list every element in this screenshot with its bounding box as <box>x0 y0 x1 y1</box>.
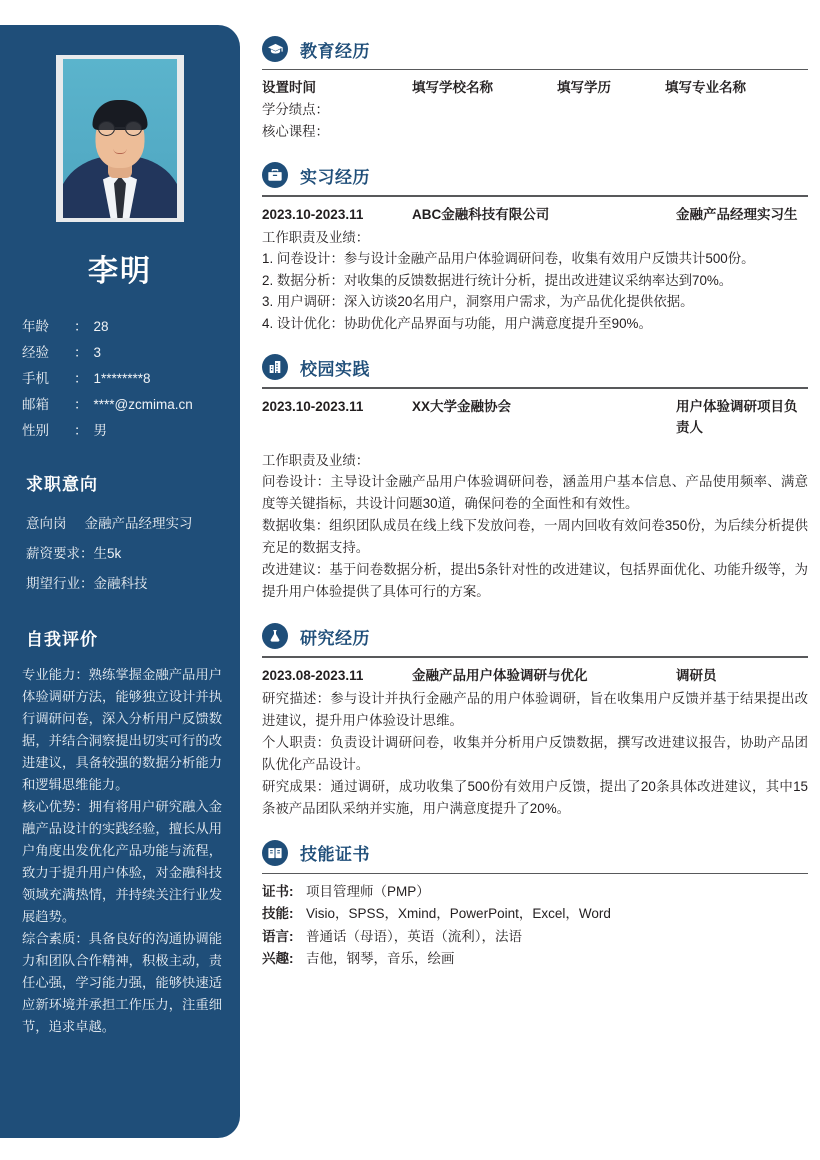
research-paragraph: 研究描述：参与设计并执行金融产品的用户体验调研，旨在收集用户反馈并基于结果提出改进建议，提升用户体验设计思维。 <box>262 690 808 728</box>
research-paragraph: 研究成果：通过调研，成功收集了500份有效用户反馈，提出了20条具体改进建议，其中15条被产品团队采纳并实施，用户满意度提升了20%。 <box>262 778 808 816</box>
info-row-experience <box>22 340 224 366</box>
section-campus-practice <box>262 354 808 617</box>
self-evaluation-paragraph: 核心优势：拥有将用户研究融入金融产品设计的实践经验，擅长从用户角度出发优化产品功能与流程，致力于提升用户体验，对金融科技领域充满热情，并持续关注行业发展趋势。 <box>22 799 222 924</box>
campus-role: 用户体验调研项目负责人 <box>676 398 798 435</box>
section-research <box>262 623 808 833</box>
sidebar <box>0 25 240 1138</box>
photo-glasses-shape <box>98 121 142 136</box>
info-value-phone: 1********8 <box>93 371 151 386</box>
info-row-email <box>22 392 224 418</box>
skills-value-languages: 普通话（母语），英语（流利），法语 <box>306 928 522 944</box>
briefcase-icon <box>262 162 288 188</box>
education-col-school: 填写学校名称 <box>412 80 493 96</box>
research-paragraph: 个人职责：负责设计调研问卷，收集并分析用户反馈数据，撰写改进建议报告，协助产品团队优化产品设计。 <box>262 734 808 772</box>
internship-item: 4. 设计优化：协助优化产品界面与功能，用户满意度提升至90%。 <box>262 315 652 331</box>
person-name: 李明 <box>88 255 152 288</box>
education-col-date: 设置时间 <box>262 80 316 96</box>
job-intent-industry-row <box>16 569 224 599</box>
internship-item: 3. 用户调研：深入访谈20名用户，洞察用户需求，为产品优化提供依据。 <box>262 294 694 310</box>
section-divider <box>262 195 808 196</box>
info-label-gender: 性别 <box>22 423 49 438</box>
info-colon: ： <box>74 423 88 438</box>
personal-info-list <box>16 314 224 444</box>
education-column-headers <box>262 77 808 99</box>
skills-value-skills: Visio，SPSS，Xmind，PowerPoint，Excel，Word <box>306 906 611 922</box>
info-label-experience: 经验 <box>22 345 49 360</box>
education-gpa-line: 学分绩点： <box>262 102 329 118</box>
info-label-email: 邮箱 <box>22 397 49 412</box>
profile-photo <box>63 59 177 218</box>
self-evaluation-paragraph: 专业能力：熟练掌握金融产品用户体验调研方法，能够独立设计并执行调研问卷，深入分析用户反馈数据，并结合洞察提出切实可行的改进建议，具备较强的数据分析能力和逻辑思维能力。 <box>22 667 222 792</box>
campus-paragraph: 数据收集：组织团队成员在线上线下发放问卷，一周内回收有效问卷350份，为后续分析提供充足的数据支持。 <box>262 518 808 556</box>
profile-photo-frame <box>56 55 184 222</box>
graduation-cap-icon <box>262 36 288 62</box>
main-content <box>262 0 808 977</box>
section-campus-practice-header <box>262 354 808 380</box>
education-col-major: 填写专业名称 <box>665 80 746 96</box>
skills-key-skills: 技能: <box>262 906 294 922</box>
job-intent-position-value: 金融产品经理实习 <box>84 516 193 531</box>
info-label-age: 年龄 <box>22 319 49 334</box>
section-education-header <box>262 36 808 62</box>
job-intent-salary-value: 生5k <box>93 546 122 561</box>
self-evaluation-body <box>16 664 224 1038</box>
open-book-icon <box>262 840 288 866</box>
internship-company: ABC金融科技有限公司 <box>412 206 550 222</box>
section-internship-title: 实习经历 <box>300 167 370 187</box>
skills-row-interests <box>262 948 808 971</box>
section-education-title: 教育经历 <box>300 41 370 61</box>
internship-role: 金融产品经理实习生 <box>676 206 798 222</box>
campus-paragraph: 改进建议：基于问卷数据分析，提出5条针对性的改进建议，包括界面优化、功能升级等，为提升用户体验提供了具体可行的方案。 <box>262 562 808 600</box>
section-internship-header <box>262 162 808 188</box>
job-intent-position-label: 意向岗 <box>26 516 67 531</box>
section-campus-practice-title: 校园实践 <box>300 359 370 379</box>
section-divider <box>262 387 808 388</box>
skills-key-interests: 兴趣: <box>262 951 294 967</box>
job-intent-heading: 求职意向 <box>26 475 98 494</box>
section-skills-header <box>262 840 808 866</box>
section-internship <box>262 162 808 348</box>
info-colon: ： <box>74 371 88 386</box>
internship-item: 2. 数据分析：对收集的反馈数据进行统计分析，提出改进建议采纳率达到70%。 <box>262 272 733 288</box>
section-skills-title: 技能证书 <box>300 845 370 865</box>
education-courses-line: 核心课程： <box>262 123 329 139</box>
job-intent-industry-value: 金融科技 <box>93 576 148 591</box>
section-skills-certificates <box>262 840 808 971</box>
education-col-degree: 填写学历 <box>557 80 611 96</box>
job-intent-salary-label: 薪资要求： <box>26 546 94 561</box>
job-intent-position-row <box>16 509 224 539</box>
info-colon: ： <box>74 319 88 334</box>
section-education <box>262 36 808 156</box>
skills-key-certificate: 证书: <box>262 883 294 899</box>
flask-icon <box>262 623 288 649</box>
internship-subtitle: 工作职责及业绩： <box>262 229 370 245</box>
skills-row-skills <box>262 903 808 926</box>
section-research-header <box>262 623 808 649</box>
info-value-gender: 男 <box>93 423 107 438</box>
school-building-icon <box>262 354 288 380</box>
internship-date: 2023.10-2023.11 <box>262 206 364 222</box>
campus-subtitle: 工作职责及业绩： <box>262 452 370 468</box>
campus-date: 2023.10-2023.11 <box>262 398 364 414</box>
section-divider <box>262 69 808 70</box>
info-row-phone <box>22 366 224 392</box>
info-value-email: ****@zcmima.cn <box>93 397 193 412</box>
campus-entry-header <box>262 396 808 438</box>
info-value-experience: 3 <box>93 345 102 360</box>
skills-row-certificate <box>262 881 808 904</box>
self-evaluation-heading: 自我评价 <box>26 630 98 649</box>
info-row-gender <box>22 418 224 444</box>
section-divider <box>262 656 808 657</box>
info-row-age <box>22 314 224 340</box>
section-divider <box>262 873 808 874</box>
research-entry-header <box>262 665 808 686</box>
info-label-phone: 手机 <box>22 371 49 386</box>
section-research-title: 研究经历 <box>300 628 370 648</box>
skills-key-languages: 语言: <box>262 928 294 944</box>
info-colon: ： <box>74 345 88 360</box>
internship-item: 1. 问卷设计：参与设计金融产品用户体验调研问卷，收集有效用户反馈共计500份。 <box>262 251 755 267</box>
skills-value-interests: 吉他，钢琴，音乐，绘画 <box>306 951 455 967</box>
research-project: 金融产品用户体验调研与优化 <box>412 667 588 683</box>
job-intent-salary-row <box>16 539 224 569</box>
info-value-age: 28 <box>93 319 109 334</box>
self-evaluation-paragraph: 综合素质：具备良好的沟通协调能力和团队合作精神，积极主动，责任心强，学习能力强，能够快速适应新环境并承担工作压力，注重细节，追求卓越。 <box>22 931 222 1034</box>
skills-value-certificate: 项目管理师（PMP） <box>306 883 430 899</box>
job-intent-industry-label: 期望行业： <box>26 576 94 591</box>
research-date: 2023.08-2023.11 <box>262 667 364 683</box>
campus-paragraph: 问卷设计：主导设计金融产品用户体验调研问卷，涵盖用户基本信息、产品使用频率、满意度等关键指标，共设计问题30道，确保问卷的全面性和有效性。 <box>262 474 808 512</box>
research-role: 调研员 <box>676 667 717 683</box>
campus-organization: XX大学金融协会 <box>412 398 512 414</box>
skills-row-languages <box>262 926 808 949</box>
info-colon: ： <box>74 397 88 412</box>
internship-entry-header <box>262 204 808 225</box>
